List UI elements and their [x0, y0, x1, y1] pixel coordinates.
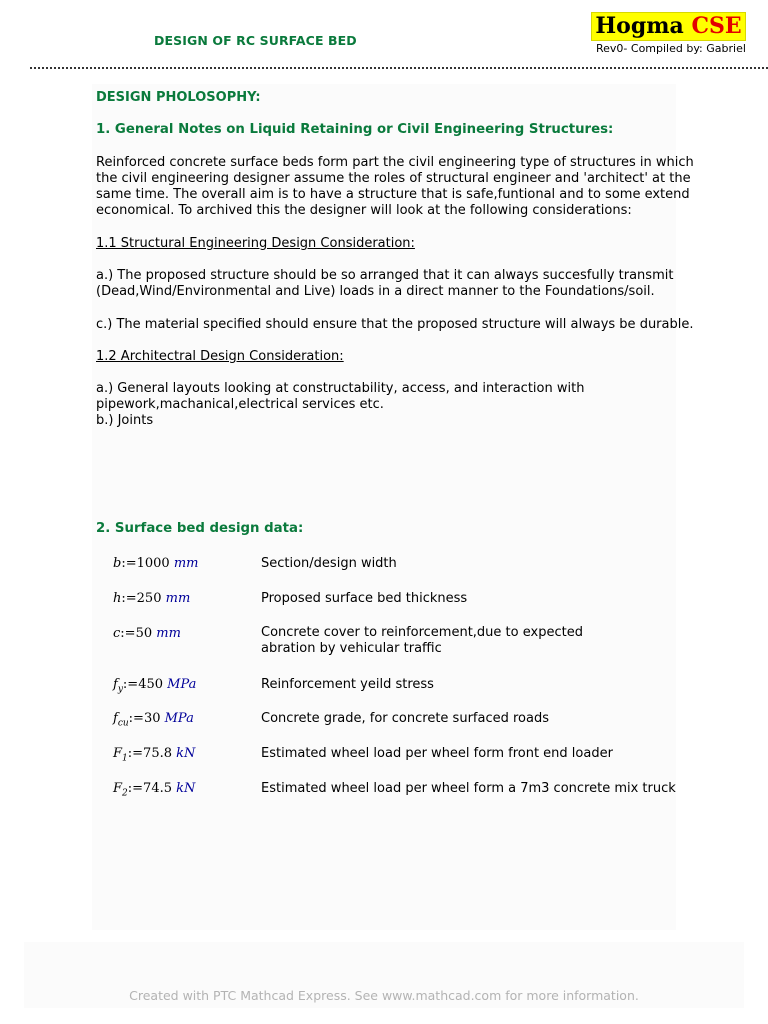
variable-unit: kN	[176, 781, 196, 796]
subsection-1-1-title: 1.1 Structural Engineering Design Consideration:	[96, 236, 415, 251]
variable-symbol: F	[113, 781, 123, 796]
variable-symbol: f	[113, 711, 118, 726]
variable-unit: mm	[173, 556, 199, 571]
definition-description: Proposed surface bed thickness	[261, 591, 468, 606]
definition-description: Estimated wheel load per wheel form a 7m3 concrete mix truck	[261, 781, 676, 796]
variable-symbol: h	[113, 591, 122, 606]
variable-value: 50	[135, 626, 153, 641]
variable-unit: MPa	[167, 677, 197, 692]
definition-description: Estimated wheel load per wheel form front end loader	[261, 746, 613, 761]
variable-unit: mm	[156, 626, 181, 641]
definition-f2: $F_2:=74.5$ kN	[113, 781, 196, 799]
variable-value: 250	[136, 591, 162, 606]
document-title: DESIGN OF RC SURFACE BED	[154, 33, 357, 48]
compiled-by-label: Rev0- Compiled by: Gabriel	[596, 42, 746, 55]
variable-symbol: f	[113, 677, 118, 692]
logo-text-cse: CSE	[691, 13, 742, 39]
variable-value: 1000	[136, 556, 170, 571]
company-logo	[591, 12, 746, 41]
architectural-point-b: b.) Joints	[96, 413, 154, 428]
variable-unit: mm	[165, 591, 191, 606]
section-1-title: 1. General Notes on Liquid Retaining or Civil Engineering Structures:	[96, 122, 614, 137]
variable-unit: kN	[176, 746, 196, 761]
variable-value: 75.8	[143, 746, 172, 761]
definition-f1: $F_1:=75.8$ kN	[113, 746, 196, 764]
logo-text-hogma: Hogma	[595, 13, 684, 39]
variable-value: 450	[138, 677, 164, 692]
architectural-point-a-line: a.) General layouts looking at constructability, access, and interaction with	[96, 381, 585, 396]
variable-subscript: y	[117, 684, 123, 695]
definition-fcu: $f_{cu}:=30$ MPa	[113, 711, 194, 729]
philosophy-heading: DESIGN PHOLOSOPHY:	[96, 90, 261, 105]
architectural-point-a-line: pipework,machanical,electrical services etc.	[96, 397, 384, 412]
subsection-1-2-title: 1.2 Architectral Design Consideration:	[96, 349, 344, 364]
structural-point-c: c.) The material specified should ensure that the proposed structure will always be durable.	[96, 317, 694, 332]
footer-note: Created with PTC Mathcad Express. See www.mathcad.com for more information.	[129, 988, 639, 1003]
intro-line: same time. The overall aim is to have a structure that is safe,funtional and to some extend	[96, 187, 690, 202]
definition-c: c:=50 mm	[113, 626, 181, 641]
definition-description: Concrete cover to reinforcement,due to expected	[261, 625, 583, 640]
variable-symbol: F	[113, 746, 123, 761]
section-2-title: 2. Surface bed design data:	[96, 521, 304, 536]
variable-value: 74.5	[143, 781, 172, 796]
variable-subscript: 2	[122, 788, 128, 799]
definition-h: h:=250 mm	[113, 591, 191, 606]
definition-b: b:=1000 mm	[113, 556, 199, 571]
intro-line: Reinforced concrete surface beds form part the civil engineering type of structures in which	[96, 155, 694, 170]
structural-point-a-line: a.) The proposed structure should be so arranged that it can always succesfully transmit	[96, 268, 674, 283]
definition-description: abration by vehicular traffic	[261, 641, 442, 656]
variable-subscript: 1	[122, 753, 128, 764]
intro-line: the civil engineering designer assume the roles of structural engineer and 'architect' at the	[96, 171, 691, 186]
definition-description: Concrete grade, for concrete surfaced roads	[261, 711, 549, 726]
variable-symbol: b	[113, 556, 122, 571]
definition-fy: $f_y:=450$ MPa	[113, 677, 197, 695]
definition-description: Reinforcement yeild stress	[261, 677, 434, 692]
header-divider	[30, 67, 768, 69]
variable-unit: MPa	[164, 711, 194, 726]
variable-subscript: cu	[117, 718, 129, 729]
intro-line: economical. To archived this the designer will look at the following considerations:	[96, 203, 632, 218]
variable-symbol: c	[113, 626, 121, 641]
structural-point-a-line: (Dead,Wind/Environmental and Live) loads in a direct manner to the Foundations/soil.	[96, 284, 655, 299]
page-header	[0, 0, 768, 72]
definition-description: Section/design width	[261, 556, 397, 571]
variable-value: 30	[143, 711, 161, 726]
